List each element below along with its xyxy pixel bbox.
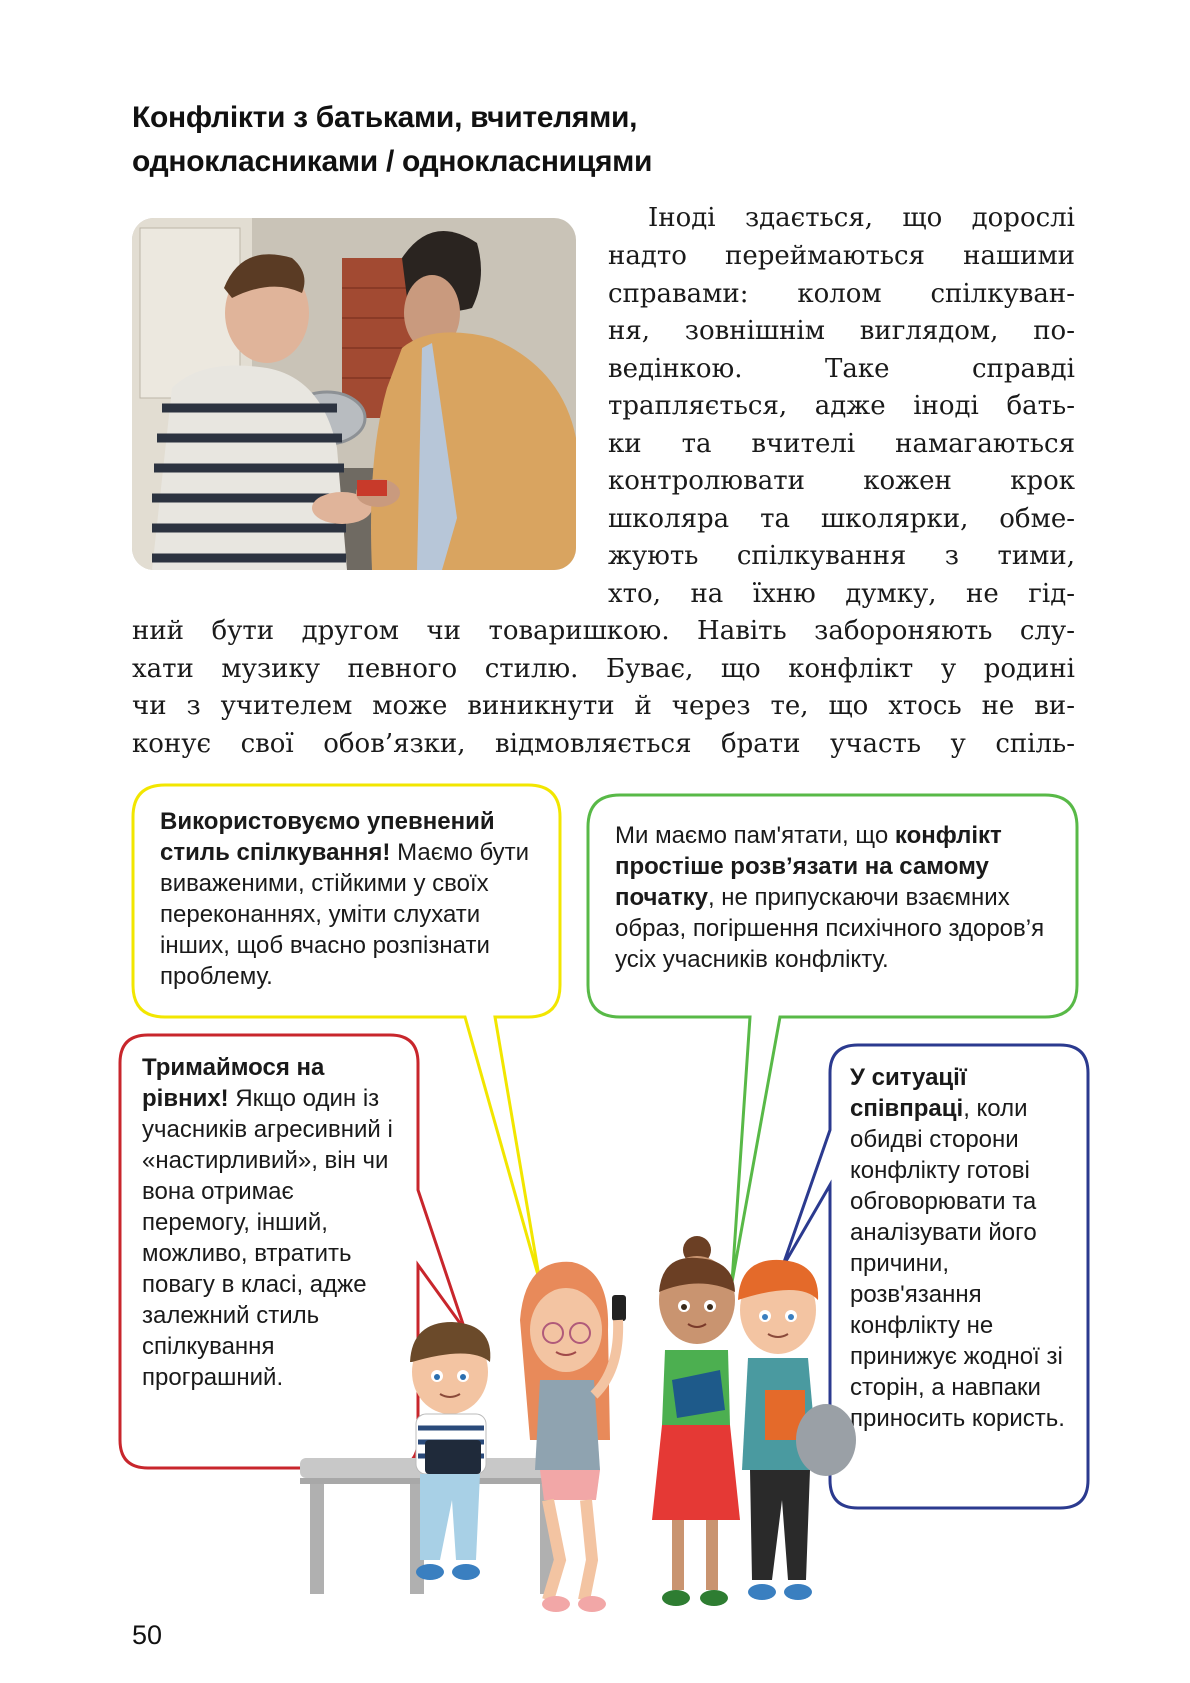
body-line: Іноді здається, що дорослі: [648, 203, 1075, 233]
body-line: справами: колом спілкуван-: [608, 279, 1075, 309]
green-bubble-bold: конфлікт простіше розв’язати на самому початку: [615, 822, 1002, 911]
yellow-bubble-body: Маємо бути виваженими, стійкими у своїх переконаннях, уміти слухати інших, щоб вчасно розпізнати проблему.: [160, 839, 530, 990]
boy-with-books: [738, 1260, 856, 1600]
body-line: конує свої обов’язки, відмовляється брати участь у спіль-: [132, 729, 1075, 759]
blue-bubble-bold: У ситуації співпраці: [850, 1064, 967, 1122]
blue-bubble-body: , коли обидві сторони конфлікту готові обговорювати та аналізувати його причини, розв'язання конфлікту не принижує жодної зі сторін, а навпаки приносить користь.: [850, 1095, 1065, 1432]
body-line: надто переймаються нашими: [608, 241, 1075, 271]
girl-with-phone: [520, 1262, 626, 1612]
title-line-2: однокласниками / однокласницями: [132, 145, 653, 178]
body-line: ведінкою. Таке справді: [608, 354, 1075, 384]
boy-with-tablet: [410, 1322, 490, 1580]
body-line: ки та вчителі намагаються: [608, 429, 1075, 459]
body-line: школяра та школярки, обме-: [608, 504, 1075, 534]
body-line: чи з учителем може виникнути й через те, що хтось не ви-: [132, 691, 1075, 721]
body-line: хто, на їхню думку, не гід-: [608, 579, 1075, 609]
body-line: хати музику певного стилю. Буває, що конфлікт у родині: [132, 654, 1075, 684]
green-bubble-pre: Ми маємо пам'ятати, що: [615, 822, 895, 849]
body-line: контролювати кожен крок: [608, 466, 1075, 496]
girl-with-book: [652, 1236, 740, 1606]
yellow-bubble-bold: Використовуємо упевнений стиль спілкування!: [160, 808, 495, 866]
body-line: ня, зовнішнім виглядом, по-: [608, 316, 1075, 346]
page-number: 50: [132, 1620, 163, 1650]
red-bubble-bold: Тримаймося на рівних!: [142, 1054, 325, 1112]
body-line: жують спілкування з тими,: [608, 541, 1075, 571]
red-bubble-body: Якщо один із учасників агресивний і «настирливий», він чи вона отримає перемогу, інший, можливо, втратить повагу в класі, адже залежний стиль спілкування програшний.: [142, 1085, 393, 1391]
body-line: трапляється, адже іноді бать-: [608, 391, 1075, 421]
body-line: ний бути другом чи товаришкою. Навіть забороняють слу-: [132, 616, 1075, 646]
green-bubble-body: , не припускаючи взаємних образ, погіршення психічного здоров’я усіх учасників конфлікту.: [615, 884, 1045, 973]
title-line-1: Конфлікти з батьками, вчителями,: [132, 101, 638, 134]
